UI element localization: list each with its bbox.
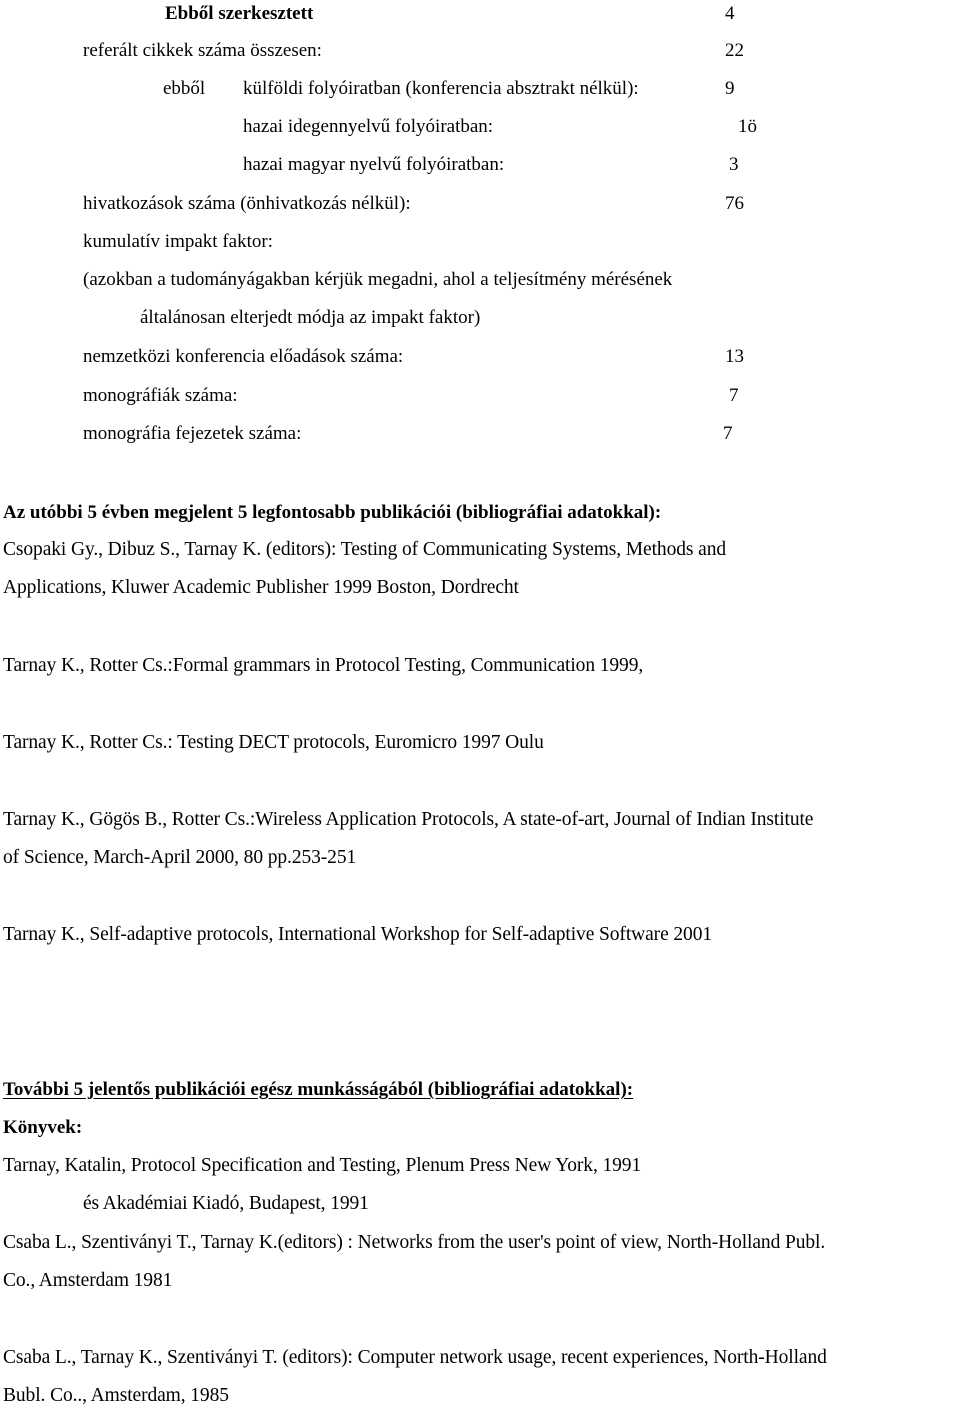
conference-talks-label: nemzetközi konferencia előadások száma: [83,346,404,367]
monograph-chapters-value: 7 [723,423,733,444]
conference-talks-value: 13 [725,346,744,367]
publication-item: Tarnay K., Rotter Cs.: Testing DECT protocols, Euromicro 1997 Oulu [3,732,544,753]
publication-item: Csopaki Gy., Dibuz S., Tarnay K. (editors): Testing of Communicating Systems, Methods and [3,539,726,560]
further-publications-heading: További 5 jelentős publikációi egész munkásságából (bibliográfiai adatokkal): [3,1079,634,1100]
book-item: Csaba L., Tarnay K., Szentiványi T. (editors): Computer network usage, recent experiences, North-Holland [3,1347,827,1368]
refereed-label: referált cikkek száma összesen: [83,40,322,61]
monograph-chapters-label: monográfia fejezetek száma: [83,423,302,444]
domestic-foreign-lang-value: 1ö [738,116,757,137]
book-item: Tarnay, Katalin, Protocol Specification and Testing, Plenum Press New York, 1991 [3,1155,642,1176]
foreign-journals-value: 9 [725,78,735,99]
edited-label: Ebből szerkesztett [165,3,314,24]
foreign-journals-label: külföldi folyóiratban (konferencia absztrakt nélkül): [243,78,639,99]
of-which-label: ebből [163,78,206,99]
publication-item-cont: Applications, Kluwer Academic Publisher 1999 Boston, Dordrecht [3,577,519,598]
monographs-label: monográfiák száma: [83,385,238,406]
impact-factor-label: kumulatív impakt faktor: [83,231,273,252]
refereed-value: 22 [725,40,744,61]
publication-item: Tarnay K., Rotter Cs.:Formal grammars in Protocol Testing, Communication 1999, [3,655,644,676]
book-item-cont: Co., Amsterdam 1981 [3,1270,173,1291]
citations-label: hivatkozások száma (önhivatkozás nélkül): [83,193,411,214]
book-item: Csaba L., Szentiványi T., Tarnay K.(editors) : Networks from the user's point of view, North-Holland Publ. [3,1232,826,1253]
citations-value: 76 [725,193,744,214]
domestic-hungarian-value: 3 [729,154,739,175]
publication-item: Tarnay K., Self-adaptive protocols, International Workshop for Self-adaptive Software 2001 [3,924,712,945]
domestic-foreign-lang-label: hazai idegennyelvű folyóiratban: [243,116,494,137]
monographs-value: 7 [729,385,739,406]
recent-publications-heading: Az utóbbi 5 évben megjelent 5 legfontosabb publikációi (bibliográfiai adatokkal): [3,502,662,523]
impact-note-line-2: általánosan elterjedt módja az impakt faktor) [140,307,481,328]
books-label: Könyvek: [3,1117,83,1138]
book-item-cont: Bubl. Co.., Amsterdam, 1985 [3,1385,229,1406]
publication-item: Tarnay K., Gögös B., Rotter Cs.:Wireless Application Protocols, A state-of-art, Journal of Indian Institute [3,809,814,830]
edited-value: 4 [725,3,735,24]
domestic-hungarian-label: hazai magyar nyelvű folyóiratban: [243,154,505,175]
impact-note-line-1: (azokban a tudományágakban kérjük megadni, ahol a teljesítmény mérésének [83,269,673,290]
book-item-cont: és Akadémiai Kiadó, Budapest, 1991 [83,1193,369,1214]
publication-item-cont: of Science, March-April 2000, 80 pp.253-251 [3,847,357,868]
